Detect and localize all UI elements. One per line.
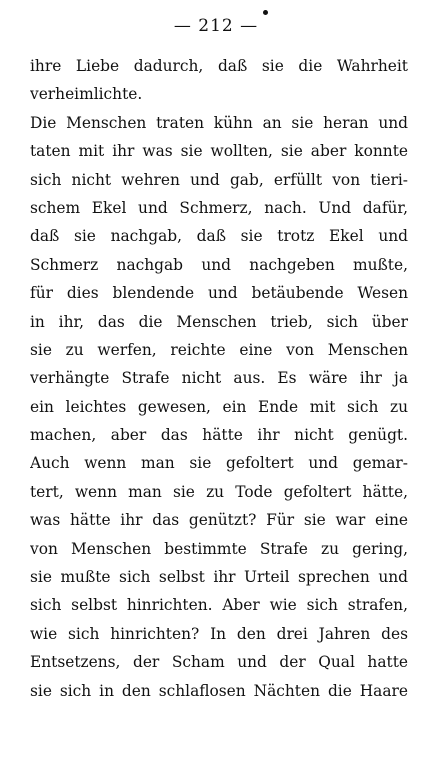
text-line: was hätte ihr das genützt? Für sie war eine: [30, 511, 408, 530]
text-line: verheimlichte.: [30, 85, 143, 104]
text-line: für dies blendende und betäubende Wesen: [30, 284, 408, 303]
text-line: Die Menschen traten kühn an sie heran und: [30, 113, 408, 132]
text-line: verhängte Strafe nicht aus. Es wäre ihr ja: [30, 369, 408, 388]
text-line: Auch wenn man sie gefoltert und gemar-: [30, 454, 408, 473]
page-header: [0, 8, 432, 44]
text-line: wie sich hinrichten? In den drei Jahren des: [30, 624, 408, 643]
text-line: ihre Liebe dadurch, daß sie die Wahrheit: [30, 57, 408, 75]
ink-dot: [263, 10, 268, 15]
text-line: tert, wenn man sie zu Tode gefoltert hätte,: [30, 482, 408, 501]
text-line: machen, aber das hätte ihr nicht genügt.: [30, 426, 408, 445]
text-line: sich nicht wehren und gab, erfüllt von tieri-: [30, 170, 408, 189]
text-line: in ihr, das die Menschen trieb, sich über: [30, 312, 408, 331]
text-line: von Menschen bestimmte Strafe zu gering,: [30, 539, 408, 558]
page-number: — 212 —: [173, 16, 259, 36]
text-line: sie mußte sich selbst ihr Urteil sprechen und: [30, 568, 408, 587]
text-line: ein leichtes gewesen, ein Ende mit sich zu: [30, 397, 408, 416]
text-line: sie sich in den schlaflosen Nächten die Haare: [30, 681, 408, 700]
text-line: Schmerz nachgab und nachgeben mußte,: [30, 255, 408, 274]
text-line: daß sie nachgab, daß sie trotz Ekel und: [30, 227, 408, 246]
text-line: taten mit ihr was sie wollten, sie aber konnte: [30, 142, 408, 161]
text-line: schem Ekel und Schmerz, nach. Und dafür,: [30, 198, 408, 217]
text-line: sich selbst hinrichten. Aber wie sich strafen,: [30, 596, 408, 615]
body-text: [30, 52, 408, 705]
text-line: Entsetzens, der Scham und der Qual hatte: [30, 653, 408, 672]
text-line: sie zu werfen, reichte eine von Menschen: [30, 340, 408, 359]
